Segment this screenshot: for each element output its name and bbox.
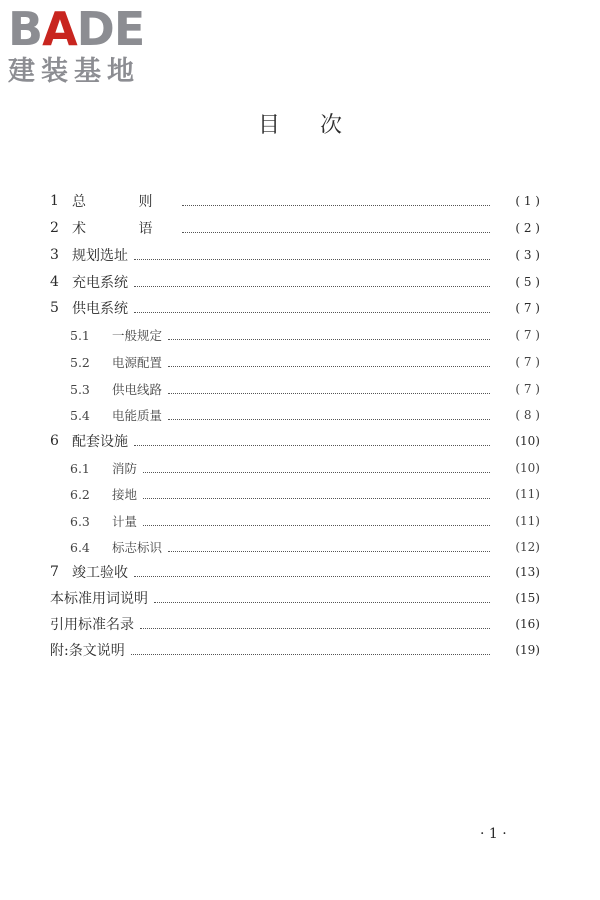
toc-entry-number: 3 <box>50 247 59 263</box>
toc-entry-number: 5.2 <box>70 354 90 370</box>
toc-leader-dots <box>168 393 490 394</box>
toc-entry-number: 2 <box>50 220 59 236</box>
toc-entry-label: 附:条文说明 <box>50 643 125 659</box>
logo-letter-d: D <box>76 2 114 56</box>
toc-entry-label: 一般规定 <box>112 328 163 343</box>
toc-entry-number: 6.3 <box>70 513 90 529</box>
toc-entry-label: 引用标准名录 <box>50 617 134 633</box>
toc-leader-dots <box>168 419 490 420</box>
toc-entry[interactable] <box>50 244 540 266</box>
toc-leader-dots <box>168 551 490 552</box>
toc-entry-number: 4 <box>50 274 59 290</box>
toc-entry-label: 术 语 <box>72 221 177 237</box>
toc-entry[interactable] <box>50 561 540 583</box>
toc-entry-number: 5.3 <box>70 381 90 397</box>
toc-entry[interactable] <box>50 404 540 426</box>
toc-entry-label: 总 则 <box>72 194 177 210</box>
toc-leader-dots <box>143 498 490 499</box>
toc-entry-page: (12) <box>515 540 540 554</box>
toc-entry-label: 竣工验收 <box>72 565 128 581</box>
logo-subtitle: 建装基地 <box>8 56 140 87</box>
toc-entry-page: ( 7 ) <box>515 328 540 342</box>
toc-entry-number: 5 <box>50 300 59 316</box>
toc-entry-page: ( 7 ) <box>515 382 540 396</box>
toc-entry[interactable] <box>50 536 540 558</box>
toc-leader-dots <box>131 654 490 655</box>
toc-leader-dots <box>182 205 490 206</box>
logo-letter-a: A <box>42 2 77 56</box>
toc-leader-dots <box>134 445 490 446</box>
toc-entry-label: 计量 <box>112 514 138 529</box>
toc-entry-label: 本标准用词说明 <box>50 591 148 607</box>
toc-leader-dots <box>168 339 490 340</box>
toc-entry[interactable] <box>50 297 540 319</box>
toc-entry[interactable] <box>50 613 540 635</box>
toc-leader-dots <box>182 232 490 233</box>
toc-leader-dots <box>134 576 490 577</box>
toc-entry-number: 6.1 <box>70 460 90 476</box>
toc-entry-label: 供电线路 <box>112 382 163 397</box>
toc-leader-dots <box>154 602 490 603</box>
toc-entry-page: ( 8 ) <box>515 408 540 422</box>
toc-entry-label: 标志标识 <box>112 540 163 555</box>
toc-entry-label: 电能质量 <box>112 408 163 423</box>
toc-entry-page: (11) <box>515 487 540 501</box>
toc-leader-dots <box>134 312 490 313</box>
toc-entry-label: 电源配置 <box>112 355 163 370</box>
toc-entry[interactable] <box>50 457 540 479</box>
toc-entry[interactable] <box>50 324 540 346</box>
page-number: · 1 · <box>480 826 507 842</box>
toc-entry[interactable] <box>50 190 540 212</box>
toc-leader-dots <box>140 628 490 629</box>
toc-entry-page: (16) <box>515 617 540 631</box>
page-title: 目次 <box>257 113 382 138</box>
toc-entry-page: (10) <box>515 461 540 475</box>
toc-entry[interactable] <box>50 483 540 505</box>
toc-entry-page: ( 2 ) <box>515 221 540 235</box>
toc-entry[interactable] <box>50 351 540 373</box>
toc-entry-number: 6.4 <box>70 539 90 555</box>
toc-entry-number: 7 <box>50 564 59 580</box>
toc-entry[interactable] <box>50 430 540 452</box>
toc-leader-dots <box>143 472 490 473</box>
toc-entry-label: 接地 <box>112 487 138 502</box>
toc-entry[interactable] <box>50 217 540 239</box>
toc-entry[interactable] <box>50 271 540 293</box>
toc-entry-number: 6.2 <box>70 486 90 502</box>
toc-entry-label: 消防 <box>112 461 138 476</box>
toc-entry-number: 1 <box>50 193 59 209</box>
toc-entry-label: 供电系统 <box>72 301 128 317</box>
toc-entry-page: (10) <box>515 434 540 448</box>
toc-entry-page: (15) <box>515 591 540 605</box>
logo-wordmark <box>8 4 178 54</box>
toc-entry[interactable] <box>50 639 540 661</box>
bade-logo <box>8 4 178 88</box>
logo-letter-e: E <box>113 2 145 56</box>
toc-leader-dots <box>168 366 490 367</box>
toc-entry-page: ( 5 ) <box>515 275 540 289</box>
toc-leader-dots <box>143 525 490 526</box>
toc-leader-dots <box>134 259 490 260</box>
toc-entry-label: 充电系统 <box>72 275 128 291</box>
toc-entry-page: (13) <box>515 565 540 579</box>
toc-entry-label: 配套设施 <box>72 434 128 450</box>
toc-entry-page: ( 7 ) <box>515 301 540 315</box>
toc-entry-number: 6 <box>50 433 59 449</box>
toc-leader-dots <box>134 286 490 287</box>
logo-letter-b: B <box>8 2 43 56</box>
toc-entry-label: 规划选址 <box>72 248 128 264</box>
toc-entry[interactable] <box>50 378 540 400</box>
toc-entry[interactable] <box>50 587 540 609</box>
toc-entry-number: 5.4 <box>70 407 90 423</box>
toc-entry[interactable] <box>50 510 540 532</box>
toc-entry-number: 5.1 <box>70 327 90 343</box>
toc-entry-page: (11) <box>515 514 540 528</box>
toc-entry-page: (19) <box>515 643 540 657</box>
toc-entry-page: ( 3 ) <box>515 248 540 262</box>
toc-entry-page: ( 1 ) <box>515 194 540 208</box>
toc-entry-page: ( 7 ) <box>515 355 540 369</box>
